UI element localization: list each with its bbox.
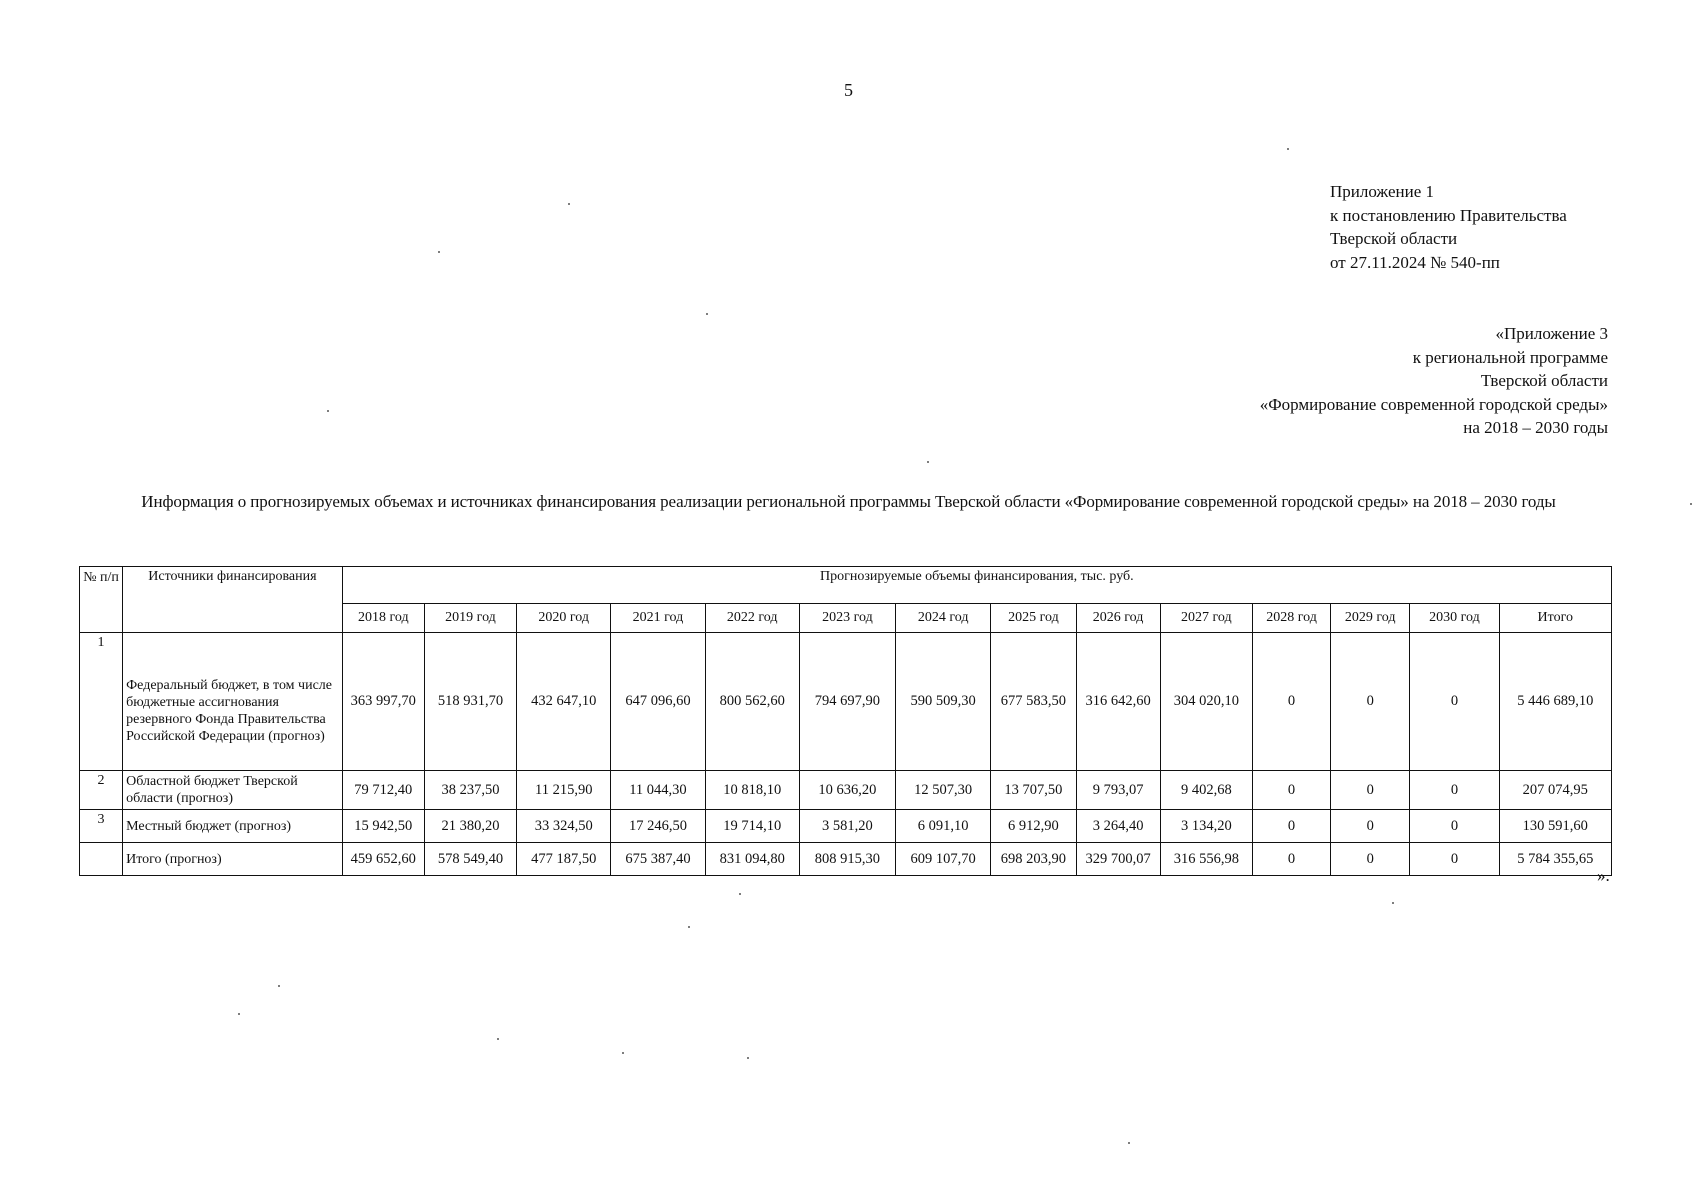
scan-speck: [497, 1038, 499, 1040]
table-cell: 831 094,80: [705, 843, 799, 876]
table-cell: 6 912,90: [991, 810, 1076, 843]
row-source: Итого (прогноз): [123, 843, 343, 876]
appendix-3-line-2: к региональной программе: [1412, 347, 1608, 367]
table-cell: 79 712,40: [342, 771, 424, 810]
table-cell: 477 187,50: [517, 843, 611, 876]
table-cell: 363 997,70: [342, 633, 424, 771]
table-cell: 808 915,30: [799, 843, 895, 876]
scan-speck: [1690, 503, 1692, 505]
table-cell: 9 793,07: [1076, 771, 1160, 810]
table-cell: 0: [1410, 633, 1499, 771]
table-cell: 0: [1252, 843, 1330, 876]
table-cell: 15 942,50: [342, 810, 424, 843]
scan-speck: [688, 926, 690, 928]
appendix-3-line-3: Тверской области: [1480, 371, 1608, 390]
scan-speck: [327, 410, 329, 412]
table-cell: 3 134,20: [1160, 810, 1252, 843]
year-header: 2021 год: [611, 604, 705, 633]
row-source: Областной бюджет Тверской области (прогноз): [123, 771, 343, 810]
scan-speck: [1287, 148, 1289, 150]
table-cell: 33 324,50: [517, 810, 611, 843]
year-header: 2027 год: [1160, 604, 1252, 633]
table-row-local-budget: [80, 810, 1612, 843]
table-cell: 11 215,90: [517, 771, 611, 810]
table-cell-total: 207 074,95: [1499, 771, 1611, 810]
scan-speck: [238, 1013, 240, 1015]
year-header: 2025 год: [991, 604, 1076, 633]
closing-quote-mark: ».: [1597, 866, 1610, 885]
table-cell-total: 5 784 355,65: [1499, 843, 1611, 876]
row-source: Местный бюджет (прогноз): [123, 810, 343, 843]
table-cell: 518 931,70: [424, 633, 516, 771]
table-cell: 21 380,20: [424, 810, 516, 843]
row-number: 2: [80, 771, 123, 810]
table-cell: 675 387,40: [611, 843, 705, 876]
year-header: 2023 год: [799, 604, 895, 633]
table-cell: 0: [1252, 633, 1330, 771]
document-title: Информация о прогнозируемых объемах и источниках финансирования реализации региональной программы Тверской области «Формирование современной городской среды» на 2018 – 2030 годы: [141, 492, 1556, 511]
table-cell: 609 107,70: [896, 843, 991, 876]
table-cell: 578 549,40: [424, 843, 516, 876]
scan-speck: [438, 251, 440, 253]
financing-table: [79, 566, 1612, 876]
table-cell: 329 700,07: [1076, 843, 1160, 876]
scan-speck: [278, 985, 280, 987]
year-header: 2030 год: [1410, 604, 1499, 633]
table-cell: 677 583,50: [991, 633, 1076, 771]
table-cell: 10 636,20: [799, 771, 895, 810]
appendix-1-line-1: Приложение 1: [1330, 182, 1434, 201]
year-header: 2022 год: [705, 604, 799, 633]
table-cell: 38 237,50: [424, 771, 516, 810]
scan-speck: [747, 1057, 749, 1059]
table-cell: 0: [1252, 771, 1330, 810]
scan-speck: [1128, 1142, 1130, 1144]
year-header: 2029 год: [1331, 604, 1410, 633]
row-number: 3: [80, 810, 123, 843]
table-cell: 0: [1331, 633, 1410, 771]
scan-speck: [622, 1052, 624, 1054]
appendix-1-line-4: от 27.11.2024 № 540-пп: [1330, 252, 1500, 272]
appendix-1-line-2: к постановлению Правительства: [1330, 205, 1567, 225]
table-cell: 0: [1252, 810, 1330, 843]
table-cell: 316 642,60: [1076, 633, 1160, 771]
table-cell: 11 044,30: [611, 771, 705, 810]
table-cell: 17 246,50: [611, 810, 705, 843]
table-cell: 0: [1331, 810, 1410, 843]
appendix-1-block: [1330, 180, 1567, 274]
scan-speck: [706, 313, 708, 315]
scan-speck: [927, 461, 929, 463]
header-row-number: № п/п: [80, 567, 123, 633]
year-header: 2026 год: [1076, 604, 1160, 633]
row-source: Федеральный бюджет, в том числе бюджетные ассигнования резервного Фонда Правительства Российской Федерации (прогноз): [123, 633, 343, 771]
scan-speck: [568, 203, 570, 205]
scan-speck: [739, 893, 741, 895]
table-cell: 3 581,20: [799, 810, 895, 843]
year-header: 2020 год: [517, 604, 611, 633]
header-financing-source: Источники финансирования: [123, 567, 343, 633]
table-cell-total: 130 591,60: [1499, 810, 1611, 843]
table-cell-total: 5 446 689,10: [1499, 633, 1611, 771]
header-forecast-volumes: Прогнозируемые объемы финансирования, тыс. руб.: [342, 567, 1611, 604]
appendix-3-line-1: «Приложение 3: [1495, 324, 1608, 343]
table-cell: 10 818,10: [705, 771, 799, 810]
table-cell: 698 203,90: [991, 843, 1076, 876]
table-header-row: [80, 567, 1612, 604]
appendix-3-line-5: на 2018 – 2030 годы: [1463, 418, 1608, 437]
total-header: Итого: [1499, 604, 1611, 633]
table-cell: 316 556,98: [1160, 843, 1252, 876]
year-header: 2024 год: [896, 604, 991, 633]
appendix-1-line-3: Тверской области: [1330, 229, 1458, 248]
table-cell: 3 264,40: [1076, 810, 1160, 843]
table-cell: 9 402,68: [1160, 771, 1252, 810]
table-row-federal-budget: [80, 633, 1612, 771]
table-cell: 304 020,10: [1160, 633, 1252, 771]
table-cell: 0: [1331, 771, 1410, 810]
table-cell: 800 562,60: [705, 633, 799, 771]
row-number: [80, 843, 123, 876]
table-cell: 19 714,10: [705, 810, 799, 843]
table-cell: 647 096,60: [611, 633, 705, 771]
year-header: 2018 год: [342, 604, 424, 633]
row-number: 1: [80, 633, 123, 771]
table-cell: 0: [1410, 843, 1499, 876]
table-cell: 0: [1331, 843, 1410, 876]
year-header: 2028 год: [1252, 604, 1330, 633]
appendix-3-block: [1260, 322, 1608, 440]
table-row-total: [80, 843, 1612, 876]
table-cell: 432 647,10: [517, 633, 611, 771]
year-header: 2019 год: [424, 604, 516, 633]
table-cell: 0: [1410, 810, 1499, 843]
table-cell: 6 091,10: [896, 810, 991, 843]
table-cell: 794 697,90: [799, 633, 895, 771]
appendix-3-line-4: «Формирование современной городской среды»: [1259, 394, 1608, 414]
scan-speck: [1392, 902, 1394, 904]
table-cell: 12 507,30: [896, 771, 991, 810]
table-cell: 13 707,50: [991, 771, 1076, 810]
table-cell: 459 652,60: [342, 843, 424, 876]
table-row-regional-budget: [80, 771, 1612, 810]
page-number: 5: [844, 80, 853, 100]
table-cell: 0: [1410, 771, 1499, 810]
table-cell: 590 509,30: [896, 633, 991, 771]
